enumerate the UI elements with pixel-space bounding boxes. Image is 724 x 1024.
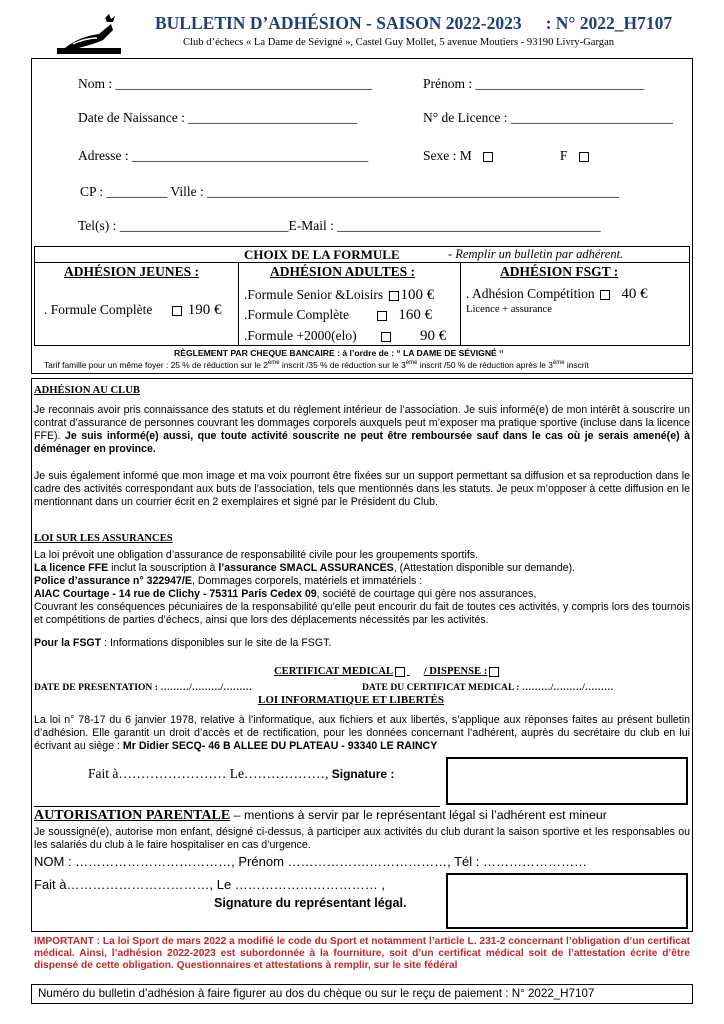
- page-title: BULLETIN D’ADHÉSION - SAISON 2022-2023 : N° 2022_H7107: [155, 13, 673, 33]
- adultes-option-senior[interactable]: .Formule Senior &Loisirs 100 €: [244, 287, 435, 303]
- adultes-title: ADHÉSION ADULTES :: [270, 264, 416, 279]
- adultes-option-2000[interactable]: .Formule +2000(elo) 90 €: [244, 328, 447, 344]
- fsgt-checkbox[interactable]: [600, 290, 610, 300]
- parentale-title: AUTORISATION PARENTALE – mentions à servir par le représentant légal si l’adhérent est mineur: [34, 808, 607, 823]
- formule-subtitle: - Remplir un bulletin par adhérent.: [448, 247, 624, 261]
- fsgt-sub: Licence + assurance: [466, 304, 552, 315]
- club-address: Club d’échecs « La Dame de Sévigné », Castel Guy Mollet, 5 avenue Moutiers - 93190 Livry-Gargan: [183, 37, 615, 48]
- certificat-checkbox[interactable]: [395, 667, 405, 677]
- parentale-fait-line[interactable]: Fait à……………………………, Le …………………………… ,: [34, 877, 386, 892]
- bulletin-number: : N° 2022_H7107: [545, 13, 673, 33]
- dispense-checkbox[interactable]: [489, 667, 499, 677]
- footer-text: Numéro du bulletin d’adhésion à faire figurer au dos du chèque ou sur le reçu de paiement : N° 2022_H7107: [38, 987, 595, 1000]
- club-paragraph-1: Je reconnais avoir pris connaissance des statuts et du règlement intérieur de l’association. Je suis informé(e) de mon intérêt à souscrire un contrat d’assurance de personnes couvrant les dommages corporels auxquels peut m’exposer ma pratique sportive (incluse dans la licence FFE). Je suis informé(e) aussi, que toute activité souscrite ne peut être remboursée sauf dans le cas où je serais amené(e) à déménager en province.: [34, 404, 690, 455]
- adultes-complete-checkbox[interactable]: [377, 311, 387, 321]
- field-sexe: Sexe : M F: [423, 148, 591, 164]
- jeunes-option[interactable]: . Formule Complète 190 €: [44, 302, 222, 318]
- sexe-m-checkbox[interactable]: [483, 152, 493, 162]
- parentale-nom-line[interactable]: NOM : ………………………………, Prénom ……………….………………, Tél : ……………………: [34, 854, 588, 869]
- adultes-senior-checkbox[interactable]: [389, 291, 399, 301]
- assurances-text: La loi prévoit une obligation d’assurance de responsabilité civile pour les groupements sportifs. La licence FFE inclut la souscription à l’assurance SMACL ASSURANCES, (Attestation disponible sur demande). Police d’assurance n° 322947/E, Dommages corporels, matériels et immatériels : AIAC Courtage - 14 rue de Clichy - 75311 Paris Cedex 09, société de courtage qui gère nos assurances, Couvrant les conséquences pécuniaires de la responsabilité qu’elle peut encourir du fait de toutes ces activités, y compris lors des tournois et compétitions de parties d’échecs, ainsi que lors des déplacements nécessités par les activités. Pour la FSGT : Informations disponibles sur le site de la FSGT.: [34, 549, 690, 649]
- field-prenom[interactable]: Prénom : _________________________: [423, 76, 645, 91]
- divider: [460, 262, 461, 346]
- field-licence[interactable]: N° de Licence : ________________________: [423, 110, 673, 125]
- parentale-paragraph: Je soussigné(e), autorise mon enfant, désigné ci-dessus, à participer aux activités du club durant la saison sportive et les responsables ou les salariés du club à le faire hospitaliser en cas d’urgence.: [34, 826, 690, 851]
- jeunes-title: ADHÉSION JEUNES :: [64, 264, 200, 279]
- sexe-f-checkbox[interactable]: [579, 152, 589, 162]
- informatique-paragraph: La loi n° 78-17 du 6 janvier 1978, relative à l’informatique, aux fichiers et aux libertés, s’applique aux réponses faites au présent bulletin d’adhésion. Elle garantit un droit d’accès et de rectification, pour les données concernant l’adhérent, auprès du secrétaire du club en lui écrivant au siège : Mr Didier SECQ- 46 B ALLEE DU PLATEAU - 93340 LE RAINCY: [34, 714, 690, 752]
- signature-box[interactable]: [446, 757, 688, 805]
- adultes-2000-checkbox[interactable]: [381, 332, 391, 342]
- date-presentation[interactable]: DATE DE PRESENTATION : ………/………/………: [34, 682, 253, 693]
- certificat-title: CERTIFICAT MEDICAL / DISPENSE :: [274, 666, 501, 677]
- club-paragraph-2: Je suis également informé que mon image et ma voix pourront être fixées sur un support permettant sa diffusion et sa reproduction dans le cadre des activités correspondant aux buts de l’association, tels que mentionnés dans les statuts. Je peux m’opposer à cette diffusion en le mentionnant dans un courrier écrit en 2 exemplaires et signé par le Président du Club.: [34, 470, 690, 508]
- divider: [238, 262, 239, 346]
- parentale-signature-label: Signature du représentant légal.: [214, 896, 407, 910]
- parentale-signature-box[interactable]: [446, 873, 688, 929]
- jeunes-checkbox[interactable]: [172, 306, 182, 316]
- date-certificat[interactable]: DATE DU CERTIFICAT MEDICAL : ………/………/………: [362, 682, 614, 693]
- tarif-line: Tarif famille pour un même foyer : 25 % de réduction sur le 2ème inscrit /35 % de réduction sur le 3ème inscrit /50 % de réduction après le 3ème inscrit: [44, 360, 589, 370]
- field-cp-ville[interactable]: CP : _________ Ville : _____________________________________________________________: [80, 184, 619, 199]
- field-tel-email[interactable]: Tel(s) : _________________________E-Mail : _______________________________________: [78, 218, 601, 233]
- reglement-line: RÈGLEMENT PAR CHEQUE BANCAIRE : à l’ordre de : “ LA DAME DE SÉVIGNÉ ‘‘: [174, 348, 504, 358]
- club-logo: [55, 14, 125, 58]
- field-naissance[interactable]: Date de Naissance : _________________________: [78, 110, 357, 125]
- club-title: ADHÉSION AU CLUB: [34, 385, 140, 396]
- field-nom[interactable]: Nom : ______________________________________: [78, 76, 373, 91]
- fsgt-title: ADHÉSION FSGT :: [500, 264, 619, 279]
- formule-title: CHOIX DE LA FORMULE: [244, 247, 400, 262]
- important-notice: IMPORTANT : La loi Sport de mars 2022 a modifié le code du Sport et notamment l’article L. 231-2 concernant l’obligation d’un certificat médical. Ainsi, l’adhésion 2022-2023 est subordonnée à la fourniture, soit d’un certificat médical soit de l’attestation écrite d’être dispensé de cette obligation. Questionnaires et attestations à remplir, sur le site fédéral: [34, 936, 690, 972]
- adultes-option-complete[interactable]: .Formule Complète 160 €: [244, 307, 433, 323]
- fsgt-option[interactable]: . Adhésion Compétition 40 €: [466, 286, 648, 302]
- assurances-title: LOI SUR LES ASSURANCES: [34, 533, 173, 544]
- fait-a-line[interactable]: Fait à…………………… Le………………, Signature :: [88, 766, 395, 781]
- field-adresse[interactable]: Adresse : ___________________________________: [78, 148, 369, 163]
- informatique-title: LOI INFORMATIQUE ET LIBERTÉS: [258, 694, 444, 706]
